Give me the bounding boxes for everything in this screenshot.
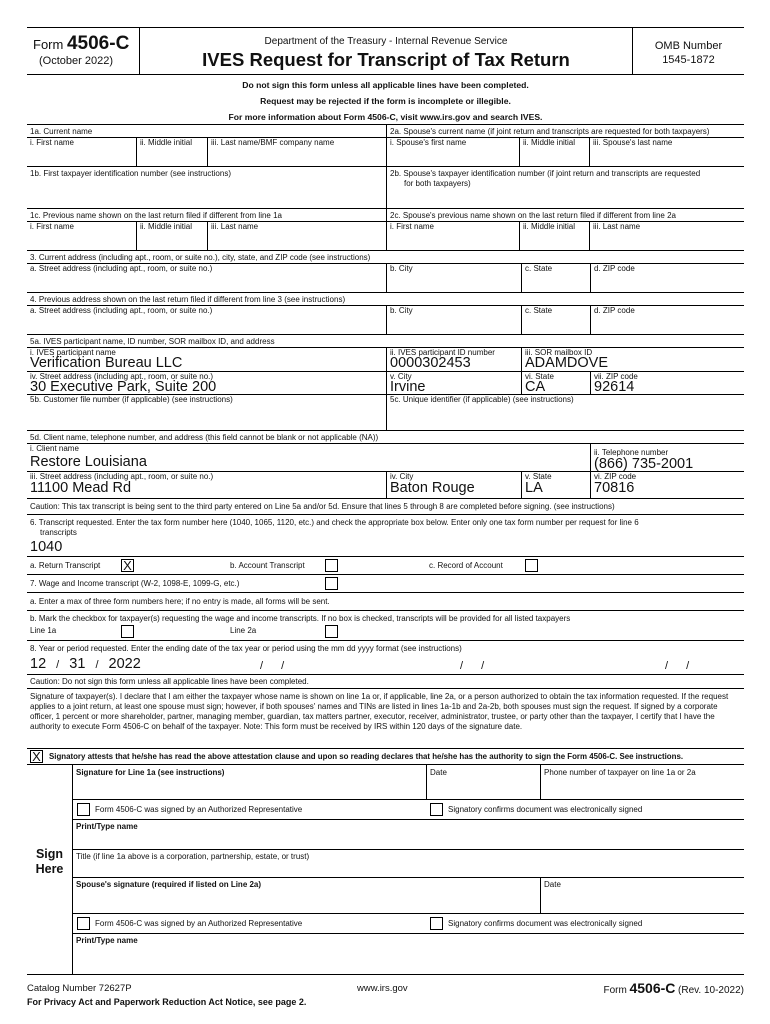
note-1: Do not sign this form unless all applicable lines have been completed. [242,80,529,90]
field-5a-street[interactable]: iv. Street address (including apt., room, or suite no.) 30 Executive Park, Suite 200 [30,372,217,395]
row-6-transcript-types: a. Return Transcript X b. Account Transcript c. Record of Account [27,557,744,575]
row-7a-form-numbers[interactable]: a. Enter a max of three form numbers here; if no entry is made, all forms will be sent. [27,593,744,611]
date-field-2[interactable]: Date [540,877,744,913]
electronic-sign-checkbox-2[interactable] [430,917,443,930]
row-5a-ives-participant: 5a. IVES participant name, ID number, SOR mailbox ID, and address i. IVES participant name Verification Bureau LLC ii. IVES participant ID number 0000302453 iii. SOR mailbox ID ADAMDOVE iv. Street address (including apt., room, or suite no.) 30 Executive Park, Suite 200 v. City Irvine vi. State CA vii. ZIP code 92614 5b. Customer file number (if applicable) (see instructions) 5c. Unique identifier (if applicable) (see instructions) [27,335,744,431]
instructions-notes [27,75,744,125]
field-5a-participant-id[interactable]: ii. IVES participant ID number 0000302453 [386,347,521,371]
field-1b-tin[interactable]: 1b. First taxpayer identification number (see instructions) [30,169,231,178]
field-5d-zip[interactable]: vi. ZIP code 70816 [590,471,744,498]
signature-declaration: Signature of taxpayer(s). I declare that I am either the taxpayer whose name is shown on line 1a or, if applicable, line 2a, or a person authorized to obtain the tax information requested. If the request applies to a joint return, at least one spouse must sign; however, if both spouses' names and TINs are listed in lines 1a-1b and 2a-2b, both spouses must sign the request. If signed by a corporate officer, 1 percent or more shareholder, partner, managing member, guardian, tax matters partner, executor, receiver, administrator, trustee, or party other than the taxpayer, I certify that I have the authority to execute Form 4506-C on behalf of the taxpayer. Note: This form must be received by IRS within 120 days of the signature date. [27,689,744,749]
field-1c-previous-name[interactable]: 1c. Previous name shown on the last return filed if different from line 1a i. First name ii. Middle initial iii. Last name [27,209,386,250]
form-4506c [27,27,744,1007]
omb-box [632,28,744,75]
field-5d-state[interactable]: v. State LA [521,471,590,498]
signature-line-1a[interactable]: Signature for Line 1a (see instructions) [76,768,225,777]
row-5d-client: 5d. Client name, telephone number, and address (this field cannot be blank or not applicable (NA)) i. Client name Restore Louisiana ii. Telephone number (866) 735-2001 iii. Street address (including apt., room, or suite no.) 11100 Mead Rd iv. City Baton Rouge v. State LA vi. ZIP code 70816 [27,431,744,499]
footer-form-id: Form 4506-C (Rev. 10-2022) [603,980,744,996]
field-2a-spouse-name[interactable]: 2a. Spouse's current name (if joint return and transcripts are requested for both taxpayers) i. Spouse's first name ii. Middle initial iii. Spouse's last name [386,125,744,166]
phone-field[interactable]: Phone number of taxpayer on line 1a or 2a [540,765,744,799]
note-3: For more information about Form 4506-C, visit www.irs.gov and search IVES. [228,112,543,122]
row-1c-2c [27,209,744,251]
irs-website: www.irs.gov [357,983,408,994]
line-1a-checkbox[interactable] [121,625,134,638]
field-5d-phone[interactable]: ii. Telephone number (866) 735-2001 [590,443,744,471]
row-7-wage-income: 7. Wage and Income transcript (W-2, 1098-E, 1099-G, etc.) [27,575,744,593]
field-2b-spouse-tin[interactable]: 2b. Spouse's taxpayer identification number (if joint return and transcripts are requested for both taxpayers) [386,167,744,208]
date-field-1[interactable]: Date [426,765,540,799]
field-5a-state[interactable]: vi. State CA [521,371,590,394]
omb-label: OMB Number [654,40,723,52]
field-4d-zip[interactable]: d. ZIP code [590,305,744,334]
field-5b-customer-file[interactable]: 5b. Customer file number (if applicable) (see instructions) [30,395,233,404]
field-5a-city[interactable]: v. City Irvine [386,371,521,394]
authorized-rep-checkbox-1[interactable] [77,803,90,816]
period-year: 2022 [108,656,141,672]
print-name-field-1[interactable]: Print/Type name [76,822,138,831]
row-4-previous-address: 4. Previous address shown on the last return filed if different from line 3 (see instructions) a. Street address (including apt., room, or suite no.) b. City c. State d. ZIP code [27,293,744,335]
field-3c-state[interactable]: c. State [521,263,590,292]
field-5c-unique-id[interactable]: 5c. Unique identifier (if applicable) (see instructions) [386,394,744,430]
form-number: Form 4506-C [33,33,130,54]
omb-number: 1545-1872 [662,54,715,66]
field-3b-city[interactable]: b. City [386,263,521,292]
attestation-checkbox[interactable]: X [30,750,43,763]
record-of-account-checkbox[interactable] [525,559,538,572]
field-5a-participant-name[interactable]: i. IVES participant name Verification Bureau LLC [30,348,183,371]
row-1a-2a [27,125,744,167]
row-6-transcript-requested: 6. Transcript requested. Enter the tax form number here (1040, 1065, 1120, etc.) and check the appropriate box below. Enter only one tax form number per request for line 6 transcripts 1040 [27,515,744,557]
form-header [27,27,744,75]
row-1b-2b [27,167,744,209]
line-2a-checkbox[interactable] [325,625,338,638]
row-8-year-period: 8. Year or period requested. Enter the ending date of the tax year or period using the mm dd yyyy format (see instructions) 12 / 31 / 2022 / / / / / / [27,641,744,675]
form-id-box [27,28,140,75]
period-4[interactable]: / / [665,660,690,672]
field-1a-current-name[interactable]: 1a. Current name i. First name ii. Middle initial iii. Last name/BMF company name [27,125,386,166]
title-field[interactable]: Title (if line 1a above is a corporation, partnership, estate, or trust) [76,852,310,861]
field-4c-state[interactable]: c. State [521,305,590,334]
print-name-field-2[interactable]: Print/Type name [76,936,138,945]
field-5d-city[interactable]: iv. City Baton Rouge [386,471,521,498]
field-2c-spouse-previous-name[interactable]: 2c. Spouse's previous name shown on the last return filed if different from line 2a i. First name ii. Middle initial iii. Last name [386,209,744,250]
field-6-form-number[interactable]: 1040 [30,539,63,555]
period-month: 12 [30,656,47,672]
field-5a-sor-mailbox[interactable]: iii. SOR mailbox ID ADAMDOVE [521,347,744,371]
field-4a-street[interactable]: a. Street address (including apt., room, or suite no.) [30,306,213,315]
spouse-signature-line[interactable]: Spouse's signature (required if listed on Line 2a) [76,880,262,889]
electronic-sign-checkbox-1[interactable] [430,803,443,816]
row-7b-taxpayers: b. Mark the checkbox for taxpayer(s) requesting the wage and income transcripts. If no box is checked, transcripts will be provided for all listed taxpayers Line 1a Line 2a [27,611,744,641]
return-transcript-checkbox[interactable]: X [121,559,134,572]
wage-income-checkbox[interactable] [325,577,338,590]
privacy-notice: For Privacy Act and Paperwork Reduction Act Notice, see page 2. [27,997,307,1007]
period-3[interactable]: / / [460,660,485,672]
sign-here-block: Sign Here Signature for Line 1a (see instructions) Date Phone number of taxpayer on line 1a or 2a Form 4506-C was signed by an Authorized Representative Signatory confirms document was electronically signed Print/Type name Title (if line 1a above is a corporation, partnership, estate, or trust) Spouse's signature (required if listed on Line 2a) Date Form 4506-C was signed by an Authorized Representative Signatory confirms document was electronically signed Print/Type name [27,765,744,975]
field-5d-street[interactable]: iii. Street address (including apt., room, or suite no.) 11100 Mead Rd [30,472,214,496]
field-5a-zip[interactable]: vii. ZIP code 92614 [590,371,744,394]
form-date: (October 2022) [39,55,113,67]
period-day: 31 [69,656,86,672]
period-2[interactable]: / / [260,660,285,672]
field-3a-street[interactable]: a. Street address (including apt., room, or suite no.) [30,264,213,273]
account-transcript-checkbox[interactable] [325,559,338,572]
authorized-rep-checkbox-2[interactable] [77,917,90,930]
row-3-current-address: 3. Current address (including apt., room, or suite no.), city, state, and ZIP code (see instructions) a. Street address (including apt., room, or suite no.) b. City c. State d. ZIP code [27,251,744,293]
caution-third-party: Caution: This tax transcript is being sent to the third party entered on Line 5a and/or 5d. Ensure that lines 5 through 8 are completed before signing. (see instructions) [27,499,744,515]
field-3d-zip[interactable]: d. ZIP code [590,263,744,292]
catalog-number: Catalog Number 72627P [27,983,132,994]
form-title: IVES Request for Transcript of Tax Return [202,49,570,70]
period-1[interactable]: 12 / 31 / 2022 [30,656,141,672]
department: Department of the Treasury - Internal Revenue Service [264,36,508,47]
caution-sign: Caution: Do not sign this form unless all applicable lines have been completed. [27,675,744,689]
attestation-row: X Signatory attests that he/she has read the above attestation clause and upon so reading declares that he/she has the authority to sign the Form 4506-C. See instructions. [27,749,744,765]
note-2: Request may be rejected if the form is incomplete or illegible. [260,96,511,106]
sign-here-label: Sign Here [35,847,64,876]
field-4b-city[interactable]: b. City [386,305,521,334]
form-title-box [140,28,632,75]
field-5d-client-name[interactable]: i. Client name Restore Louisiana [30,444,147,470]
